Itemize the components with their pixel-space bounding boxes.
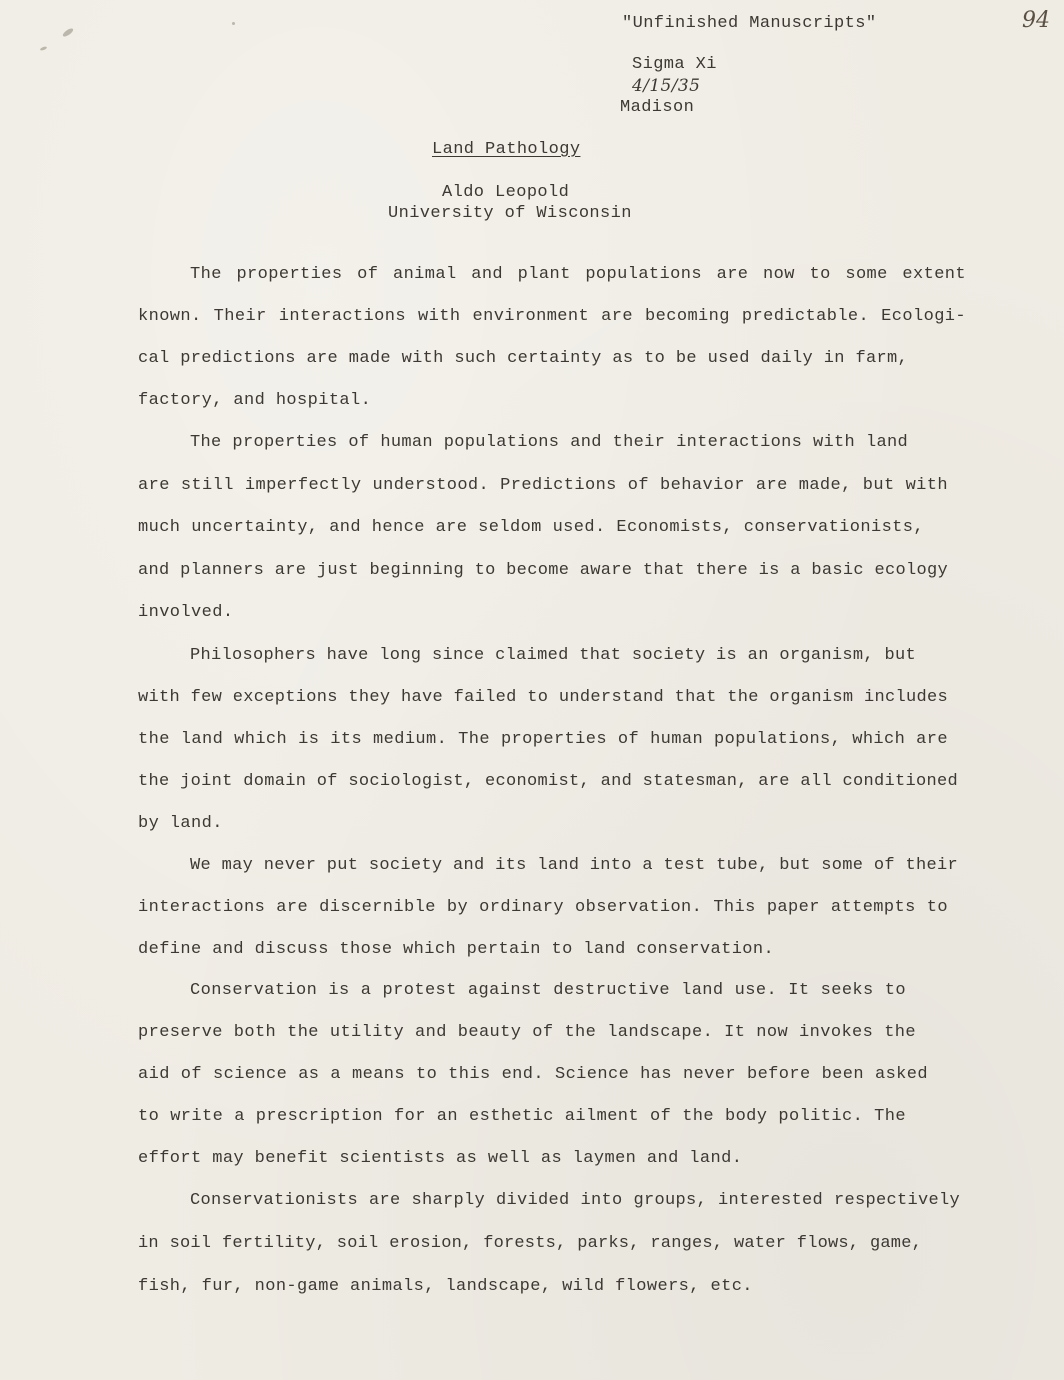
body-line: Conservationists are sharply divided into groups, interested respectively [190, 1191, 960, 1210]
body-line: effort may benefit scientists as well as laymen and land. [138, 1149, 743, 1168]
body-line: involved. [138, 603, 234, 622]
body-line: The properties of animal and plant populations are now to some extent [190, 265, 966, 284]
body-line: Philosophers have long since claimed that society is an organism, but [190, 646, 916, 665]
body-line: define and discuss those which pertain to land conservation. [138, 940, 775, 959]
body-line: by land. [138, 814, 223, 833]
body-line: and planners are just beginning to become aware that there is a basic ecology [138, 561, 948, 580]
document-title: Land Pathology [432, 140, 581, 159]
ink-smudge [232, 22, 235, 25]
body-line: The properties of human populations and their interactions with land [190, 433, 908, 452]
date-label: 4/15/35 [632, 76, 701, 96]
body-line: in soil fertility, soil erosion, forests, parks, ranges, water flows, game, [138, 1234, 922, 1253]
place-label: Madison [620, 98, 695, 117]
venue-label: Sigma Xi [632, 55, 717, 74]
body-line: aid of science as a means to this end. Science has never before been asked [138, 1065, 928, 1084]
body-line: We may never put society and its land into a test tube, but some of their [190, 856, 958, 875]
author-name: Aldo Leopold [442, 183, 570, 202]
body-line: fish, fur, non-game animals, landscape, wild flowers, etc. [138, 1277, 753, 1296]
body-line: much uncertainty, and hence are seldom used. Economists, conservationists, [138, 518, 924, 537]
body-line: preserve both the utility and beauty of the landscape. It now invokes the [138, 1023, 916, 1042]
ink-smudge [62, 27, 75, 38]
body-line: are still imperfectly understood. Predictions of behavior are made, but with [138, 476, 948, 495]
body-line: cal predictions are made with such certainty as to be used daily in farm, [138, 349, 908, 368]
body-line: Conservation is a protest against destructive land use. It seeks to [190, 981, 906, 1000]
body-line: to write a prescription for an esthetic ailment of the body politic. The [138, 1107, 906, 1126]
body-line: the joint domain of sociologist, economist, and statesman, are all conditioned [138, 772, 958, 791]
body-line: factory, and hospital. [138, 391, 372, 410]
page-number: 94 [1022, 8, 1050, 33]
collection-label: "Unfinished Manuscripts" [622, 14, 877, 33]
body-line: known. Their interactions with environment are becoming predictable. Ecologi- [138, 307, 966, 326]
author-affiliation: University of Wisconsin [388, 204, 632, 223]
body-line: interactions are discernible by ordinary observation. This paper attempts to [138, 898, 948, 917]
body-line: with few exceptions they have failed to understand that the organism includes [138, 688, 948, 707]
body-line: the land which is its medium. The properties of human populations, which are [138, 730, 948, 749]
ink-smudge [40, 46, 48, 51]
